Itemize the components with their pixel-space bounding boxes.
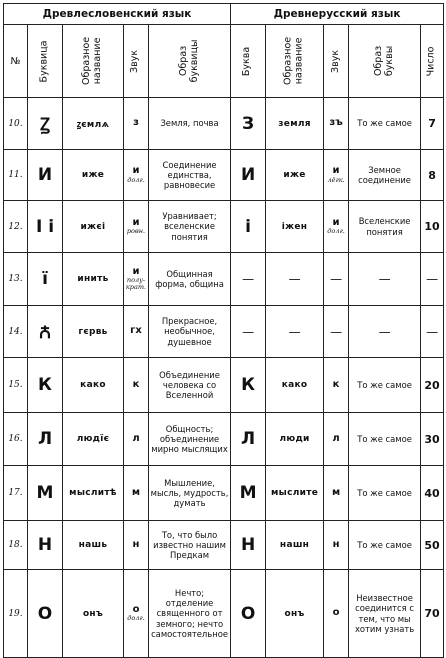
col-letter-r-label: Буква bbox=[241, 46, 253, 76]
old-letter-image: Объединение человека со Вселенной bbox=[149, 358, 231, 413]
old-sound: н bbox=[132, 538, 140, 550]
old-sound-note: долг. bbox=[127, 614, 145, 623]
row-number: 15. bbox=[4, 358, 28, 413]
new-sound: — bbox=[330, 272, 343, 286]
col-sound-header bbox=[124, 25, 149, 98]
old-letter-name: нашь bbox=[63, 521, 124, 570]
table-row bbox=[4, 150, 444, 201]
letters-table-page bbox=[3, 3, 443, 648]
new-letter-name: нашн bbox=[266, 521, 324, 570]
old-letter-image: Соединение единства, равновесие bbox=[149, 150, 231, 201]
old-sound-note: ровн. bbox=[126, 227, 146, 236]
table-row bbox=[4, 98, 444, 150]
old-letter: Н bbox=[28, 521, 63, 570]
row-number: 14. bbox=[4, 306, 28, 358]
table-row bbox=[4, 201, 444, 253]
old-sound: и bbox=[132, 265, 140, 277]
old-letter-image: То, что было известно нашим Предкам bbox=[149, 521, 231, 570]
table-row bbox=[4, 253, 444, 306]
numeric-value: — bbox=[421, 306, 444, 358]
old-sound-cell bbox=[124, 570, 149, 658]
new-sound-cell bbox=[324, 306, 349, 358]
new-letter-name: онъ bbox=[266, 570, 324, 658]
old-sound: з bbox=[133, 117, 139, 129]
new-sound: м bbox=[331, 486, 341, 498]
old-letter-image: Уравнивает; вселенские понятия bbox=[149, 201, 231, 253]
old-letter-name: ижєі bbox=[63, 201, 124, 253]
old-letter-name: гєрвь bbox=[63, 306, 124, 358]
numeric-value: 8 bbox=[421, 150, 444, 201]
new-sound: и bbox=[332, 165, 340, 177]
col-number-header bbox=[4, 25, 28, 98]
old-letter-name: како bbox=[63, 358, 124, 413]
row-number: 10. bbox=[4, 98, 28, 150]
old-sound: м bbox=[131, 486, 141, 498]
numeric-value: 30 bbox=[421, 413, 444, 466]
new-letter: З bbox=[231, 98, 266, 150]
col-count-label: Число bbox=[425, 46, 437, 76]
old-sound-cell bbox=[124, 358, 149, 413]
old-letter-name: иже bbox=[63, 150, 124, 201]
old-letter-image: Нечто; отделение священного от земного; нечто самостоятельное bbox=[149, 570, 231, 658]
table-row bbox=[4, 466, 444, 521]
old-letter-image: Земля, почва bbox=[149, 98, 231, 150]
new-letter-name: — bbox=[266, 253, 324, 306]
new-sound: н bbox=[332, 538, 340, 550]
new-sound-cell bbox=[324, 570, 349, 658]
new-sound-cell bbox=[324, 413, 349, 466]
old-sound-note: долг. bbox=[127, 175, 145, 184]
group-header-row bbox=[4, 4, 444, 25]
old-sound-cell bbox=[124, 253, 149, 306]
new-letter: — bbox=[231, 306, 266, 358]
old-sound-cell bbox=[124, 150, 149, 201]
col-sound-r-label: Звук bbox=[329, 49, 341, 73]
right-group-title: Древнерусский язык bbox=[231, 4, 444, 25]
col-name-header bbox=[63, 25, 124, 98]
new-sound-cell bbox=[324, 358, 349, 413]
new-sound: л bbox=[332, 432, 340, 444]
old-letter: М bbox=[28, 466, 63, 521]
numeric-value: 50 bbox=[421, 521, 444, 570]
old-letter-name: людїє bbox=[63, 413, 124, 466]
new-letter-name: како bbox=[266, 358, 324, 413]
numeric-value: — bbox=[421, 253, 444, 306]
col-sound-r-header bbox=[324, 25, 349, 98]
old-letter: ї bbox=[28, 253, 63, 306]
old-letter-name: инить bbox=[63, 253, 124, 306]
old-letter-image: Общность; объединение мирно мыслящих bbox=[149, 413, 231, 466]
new-sound-cell bbox=[324, 253, 349, 306]
old-sound-cell bbox=[124, 201, 149, 253]
old-sound-cell bbox=[124, 521, 149, 570]
left-group-title: Древлесловенский язык bbox=[4, 4, 231, 25]
new-letter: Н bbox=[231, 521, 266, 570]
col-image-r-label: Образ буквы bbox=[372, 45, 395, 77]
numeric-value: 70 bbox=[421, 570, 444, 658]
old-sound: л bbox=[132, 432, 140, 444]
new-letter: О bbox=[231, 570, 266, 658]
new-letter-name: мыслите bbox=[266, 466, 324, 521]
new-letter-name: люди bbox=[266, 413, 324, 466]
old-sound-cell bbox=[124, 306, 149, 358]
table-row bbox=[4, 413, 444, 466]
table-body bbox=[4, 98, 444, 658]
numeric-value: 10 bbox=[421, 201, 444, 253]
row-number: 12. bbox=[4, 201, 28, 253]
numeric-value: 40 bbox=[421, 466, 444, 521]
col-image-label: Образ буквицы bbox=[177, 39, 200, 83]
new-letter-name: — bbox=[266, 306, 324, 358]
new-letter-image: Вселенские понятия bbox=[349, 201, 421, 253]
new-letter: — bbox=[231, 253, 266, 306]
new-sound: о bbox=[332, 607, 340, 619]
old-sound-note: полу- крат. bbox=[125, 276, 147, 292]
col-image-r-header bbox=[349, 25, 421, 98]
numeric-value: 20 bbox=[421, 358, 444, 413]
old-letter: Ꙉ bbox=[28, 306, 63, 358]
table-row bbox=[4, 570, 444, 658]
old-letter: Л bbox=[28, 413, 63, 466]
row-number: 17. bbox=[4, 466, 28, 521]
row-number: 19. bbox=[4, 570, 28, 658]
new-letter-image: То же самое bbox=[349, 413, 421, 466]
new-sound: к bbox=[332, 378, 340, 390]
old-sound: и bbox=[132, 165, 140, 177]
new-letter: Л bbox=[231, 413, 266, 466]
new-sound: — bbox=[330, 324, 343, 339]
new-sound-cell bbox=[324, 466, 349, 521]
new-letter-image: — bbox=[349, 306, 421, 358]
new-sound-cell bbox=[324, 98, 349, 150]
col-name-r-header bbox=[266, 25, 324, 98]
old-letter-image: Мышление, мысль, мудрость, думать bbox=[149, 466, 231, 521]
col-name-r-label: Образное название bbox=[282, 36, 305, 86]
new-sound-note: долг. bbox=[327, 227, 345, 236]
old-letter: Ꙁ bbox=[28, 98, 63, 150]
new-sound-note: лёгк. bbox=[327, 175, 345, 184]
new-letter-image: — bbox=[349, 253, 421, 306]
new-letter: И bbox=[231, 150, 266, 201]
row-number: 16. bbox=[4, 413, 28, 466]
col-letter-r-header bbox=[231, 25, 266, 98]
old-letter-image: Общинная форма, община bbox=[149, 253, 231, 306]
new-letter: і bbox=[231, 201, 266, 253]
col-letter-label: Буквица bbox=[38, 40, 50, 82]
numeric-value: 7 bbox=[421, 98, 444, 150]
new-letter: К bbox=[231, 358, 266, 413]
col-number-label: № bbox=[10, 55, 21, 67]
new-letter-image: То же самое bbox=[349, 521, 421, 570]
alphabet-table bbox=[3, 3, 444, 658]
old-letter: И bbox=[28, 150, 63, 201]
new-letter-image: Неизвестное соединится с тем, что мы хотим узнать bbox=[349, 570, 421, 658]
new-letter-image: То же самое bbox=[349, 358, 421, 413]
old-sound-cell bbox=[124, 466, 149, 521]
old-letter: О bbox=[28, 570, 63, 658]
old-sound: о bbox=[132, 603, 140, 615]
old-sound-cell bbox=[124, 413, 149, 466]
old-sound: и bbox=[132, 216, 140, 228]
col-letter-header bbox=[28, 25, 63, 98]
new-letter-name: іжен bbox=[266, 201, 324, 253]
old-letter-image: Прекрасное, необычное, душевное bbox=[149, 306, 231, 358]
col-sound-label: Звук bbox=[129, 49, 141, 73]
new-sound-cell bbox=[324, 201, 349, 253]
new-letter-image: То же самое bbox=[349, 98, 421, 150]
new-letter-name: иже bbox=[266, 150, 324, 201]
new-letter-image: Земное соединение bbox=[349, 150, 421, 201]
old-sound: гх bbox=[130, 325, 142, 337]
col-name-label: Образное название bbox=[81, 36, 103, 86]
col-count-header bbox=[421, 25, 444, 98]
row-number: 11. bbox=[4, 150, 28, 201]
new-letter: М bbox=[231, 466, 266, 521]
old-letter: К bbox=[28, 358, 63, 413]
new-sound-cell bbox=[324, 150, 349, 201]
table-row bbox=[4, 521, 444, 570]
new-letter-name: земля bbox=[266, 98, 324, 150]
old-letter-name: мыслитѣ bbox=[63, 466, 124, 521]
col-image-header bbox=[149, 25, 231, 98]
table-row bbox=[4, 358, 444, 413]
old-letter: І і bbox=[28, 201, 63, 253]
old-sound: к bbox=[132, 378, 140, 390]
new-sound: и bbox=[332, 216, 340, 228]
new-letter-image: То же самое bbox=[349, 466, 421, 521]
old-letter-name: онъ bbox=[63, 570, 124, 658]
row-number: 18. bbox=[4, 521, 28, 570]
old-sound-cell bbox=[124, 98, 149, 150]
column-header-row bbox=[4, 25, 444, 98]
table-row bbox=[4, 306, 444, 358]
new-sound-cell bbox=[324, 521, 349, 570]
old-letter-name: ꙁємлѧ bbox=[63, 98, 124, 150]
new-sound: зъ bbox=[329, 117, 343, 129]
row-number: 13. bbox=[4, 253, 28, 306]
